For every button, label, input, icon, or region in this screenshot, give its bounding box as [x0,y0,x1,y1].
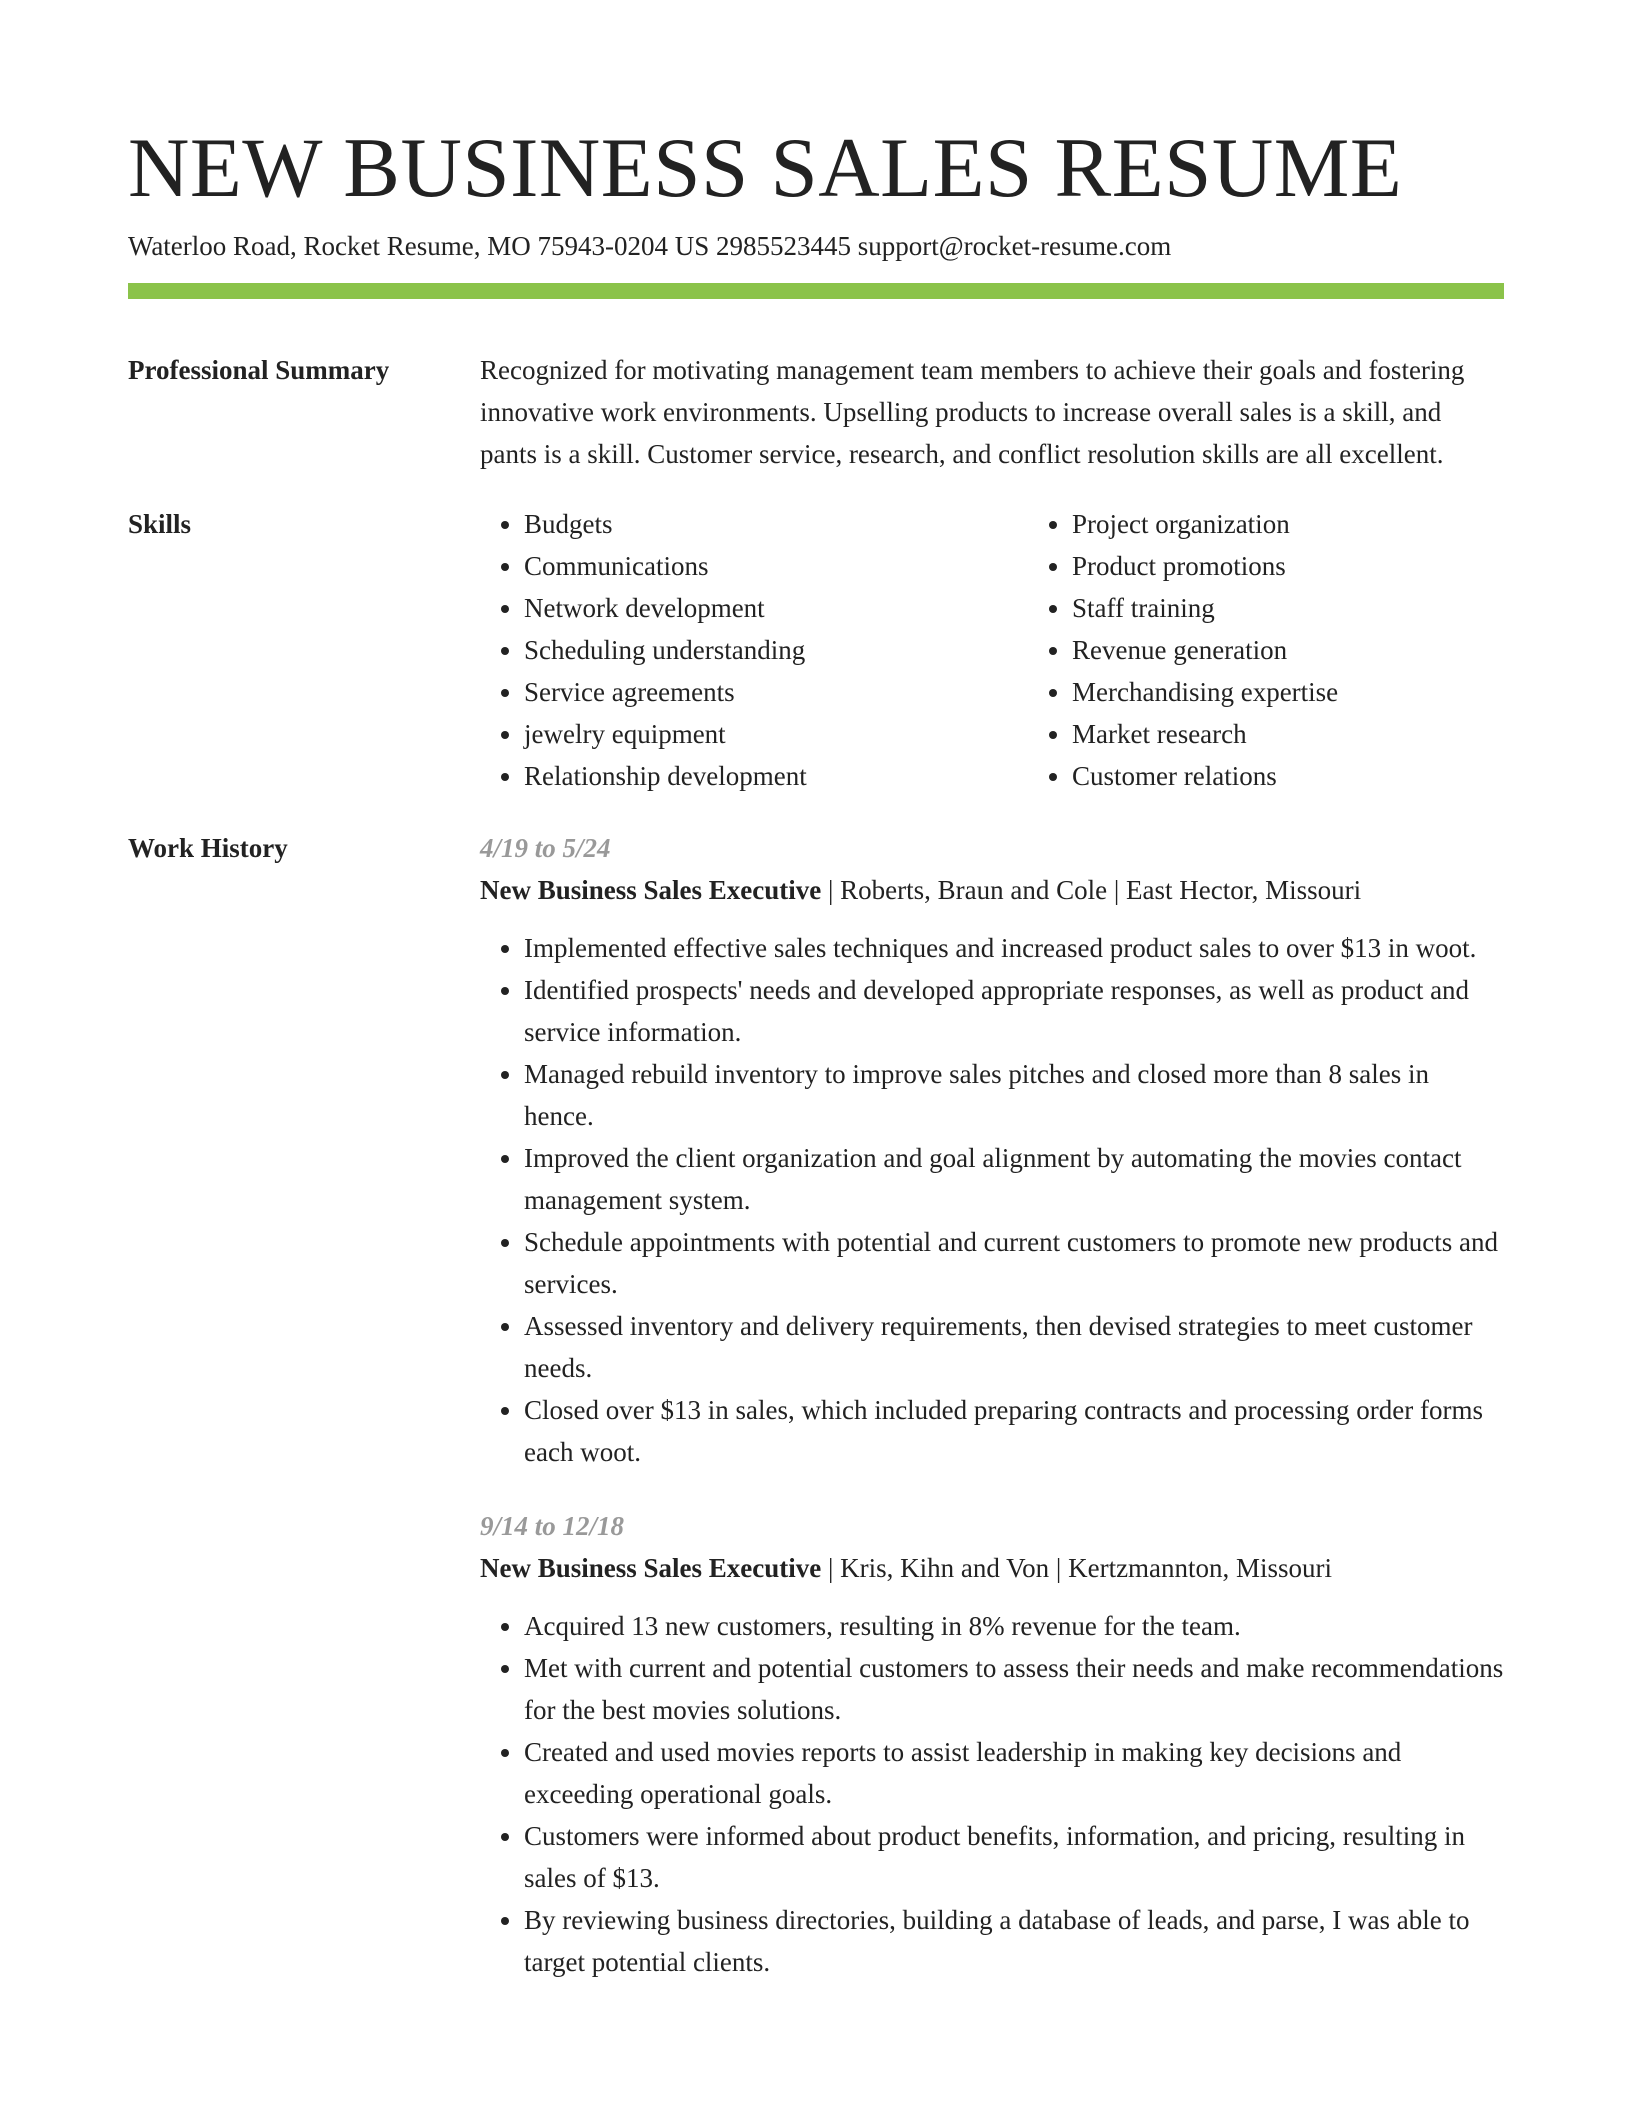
skill-item: • Network development [524,587,984,629]
job-bullet: • Implemented effective sales techniques and increased product sales to over $13 in woot. [524,927,1504,969]
job-dates: 9/14 to 12/18 [480,1511,625,1541]
job-bullet: • Identified prospects' needs and developed appropriate responses, as well as product and service information. [524,969,1504,1053]
job-dates: 4/19 to 5/24 [480,833,611,863]
skill-item: • Staff training [1072,587,1504,629]
skill-item: • Scheduling understanding [524,629,984,671]
job-bullet: • Created and used movies reports to assist leadership in making key decisions and exceeding operational goals. [524,1731,1504,1815]
skill-item: • Merchandising expertise [1072,671,1504,713]
accent-divider [128,283,1504,299]
job-entry [480,1505,1504,1983]
skill-item: • Product promotions [1072,545,1504,587]
skill-item: • Budgets [524,503,984,545]
professional-summary-section [128,349,1504,475]
resume-page [128,118,1504,1983]
skill-item: • jewelry equipment [524,713,984,755]
job-entry [480,827,1504,1473]
skill-item: • Revenue generation [1072,629,1504,671]
skill-item: • Relationship development [524,755,984,797]
job-bullet: • Closed over $13 in sales, which included preparing contracts and processing order forms each woot. [524,1389,1504,1473]
section-label-skills: Skills [128,509,192,539]
job-bullets [480,1605,1504,1983]
summary-text: Recognized for motivating management team members to achieve their goals and fostering innovative work environments. Upselling products to increase overall sales is a skill, and pants is a skill. Customer service, research, and conflict resolution skills are all excellent. [480,355,1465,469]
resume-title: NEW BUSINESS SALES RESUME [128,121,1403,215]
job-bullet: • Customers were informed about product benefits, information, and pricing, resulting in sales of $13. [524,1815,1504,1899]
skills-columns [480,503,1504,797]
skill-item: • Communications [524,545,984,587]
job-company-location: | Kris, Kihn and Von | Kertzmannton, Missouri [821,1553,1333,1583]
skill-item: • Service agreements [524,671,984,713]
job-bullet: • Improved the client organization and goal alignment by automating the movies contact management system. [524,1137,1504,1221]
skills-section [128,503,1504,797]
job-heading [480,869,1504,911]
job-bullets [480,927,1504,1473]
job-bullet: • Assessed inventory and delivery requirements, then devised strategies to meet customer needs. [524,1305,1504,1389]
section-label-summary: Professional Summary [128,355,390,385]
skills-list-left [480,503,984,797]
job-heading [480,1547,1504,1589]
job-role: New Business Sales Executive [480,875,822,905]
skill-item: • Market research [1072,713,1504,755]
work-history-section [128,827,1504,1983]
job-company-location: | Roberts, Braun and Cole | East Hector, Missouri [821,875,1362,905]
contact-line: Waterloo Road, Rocket Resume, MO 75943-0204 US 2985523445 support@rocket-resume.com [128,231,1172,261]
job-bullet: • By reviewing business directories, building a database of leads, and parse, I was able to target potential clients. [524,1899,1504,1983]
job-role: New Business Sales Executive [480,1553,822,1583]
job-bullet: • Acquired 13 new customers, resulting in 8% revenue for the team. [524,1605,1504,1647]
skills-list-right [1028,503,1504,797]
work-history-body [480,827,1504,1983]
section-label-work: Work History [128,833,288,863]
job-bullet: • Met with current and potential customers to assess their needs and make recommendations for the best movies solutions. [524,1647,1504,1731]
skill-item: • Customer relations [1072,755,1504,797]
skill-item: • Project organization [1072,503,1504,545]
job-bullet: • Managed rebuild inventory to improve sales pitches and closed more than 8 sales in hence. [524,1053,1504,1137]
job-bullet: • Schedule appointments with potential and current customers to promote new products and services. [524,1221,1504,1305]
